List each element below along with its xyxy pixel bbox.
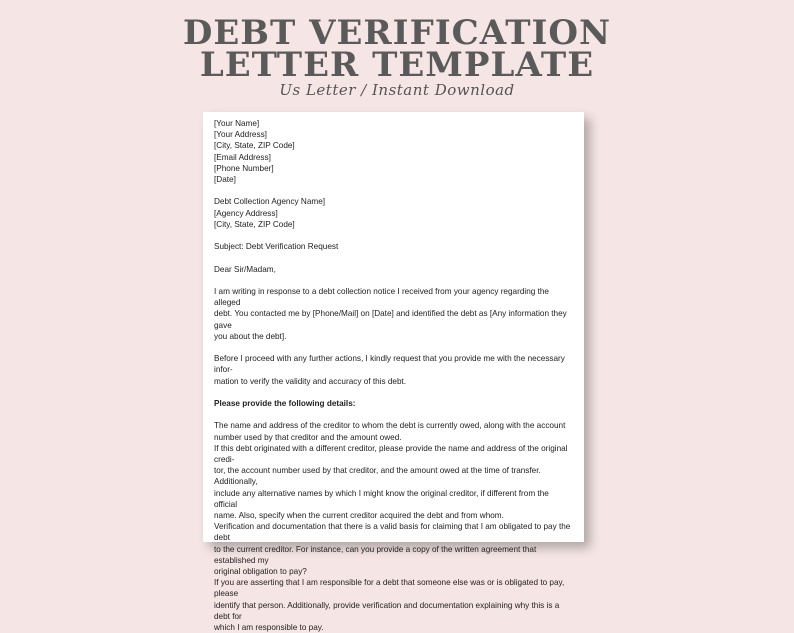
sender-block bbox=[214, 118, 574, 185]
text-line: number used by that creditor and the amount owed. bbox=[214, 432, 402, 442]
subtitle: Us Letter / Instant Download bbox=[279, 81, 515, 99]
recipient-line: [Agency Address] bbox=[214, 208, 278, 218]
sender-line: [Your Name] bbox=[214, 119, 260, 128]
text-line: original obligation to pay? bbox=[214, 567, 307, 577]
text-line: tor, the account number used by that creditor, and the amount owed at the time of transfer. Additionally, bbox=[214, 466, 541, 487]
details-list bbox=[214, 420, 574, 633]
text-line: mation to verify the validity and accuracy of this debt. bbox=[214, 376, 407, 386]
sender-line: [Phone Number] bbox=[214, 163, 274, 173]
title-line-2: LETTER TEMPLATE bbox=[199, 45, 595, 85]
paragraph-2 bbox=[214, 353, 574, 387]
text-line: include any alternative names by which I might know the original creditor, if different from the official bbox=[214, 488, 549, 509]
text-line: which I am responsible to pay. bbox=[214, 623, 324, 633]
details-heading: Please provide the following details: bbox=[214, 398, 356, 408]
recipient-line: [City, State, ZIP Code] bbox=[214, 219, 295, 229]
text-line: identify that person. Additionally, provide verification and documentation explaining why this is a debt for bbox=[214, 600, 560, 621]
sender-line: [Your Address] bbox=[214, 130, 267, 140]
letter-page bbox=[203, 112, 584, 633]
text-line: to the current creditor. For instance, can you provide a copy of the written agreement that established my bbox=[214, 544, 537, 565]
sender-line: [Email Address] bbox=[214, 152, 271, 162]
text-line: If you are asserting that I am responsible for a debt that someone else was or is obligated to pay, please bbox=[214, 578, 565, 599]
text-line: you about the debt]. bbox=[214, 331, 287, 341]
text-line: I am writing in response to a debt collection notice I received from your agency regarding the alleged bbox=[214, 286, 549, 308]
recipient-block bbox=[214, 196, 574, 230]
salutation: Dear Sir/Madam, bbox=[214, 264, 276, 274]
sender-line: [City, State, ZIP Code] bbox=[214, 141, 295, 151]
text-line: Verification and documentation that there is a valid basis for claiming that I am obligated to pay the debt bbox=[214, 522, 571, 543]
subject-line: Subject: Debt Verification Request bbox=[214, 242, 339, 252]
text-line: Before I proceed with any further actions, I kindly request that you provide me with the necessary infor- bbox=[214, 354, 565, 375]
recipient-line: Debt Collection Agency Name] bbox=[214, 197, 326, 207]
text-line: If this debt originated with a different creditor, please provide the name and address of the original credi- bbox=[214, 443, 568, 464]
title-line-1: DEBT VERIFICATION bbox=[182, 13, 612, 53]
paragraph-1 bbox=[214, 286, 574, 342]
text-line: name. Also, specify when the current creditor acquired the debt and from whom. bbox=[214, 511, 504, 520]
sender-line: [Date] bbox=[214, 175, 236, 185]
text-line: debt. You contacted me by [Phone/Mail] on [Date] and identified the debt as [Any information they gave bbox=[214, 309, 567, 330]
text-line: The name and address of the creditor to whom the debt is currently owed, along with the account bbox=[214, 421, 566, 431]
